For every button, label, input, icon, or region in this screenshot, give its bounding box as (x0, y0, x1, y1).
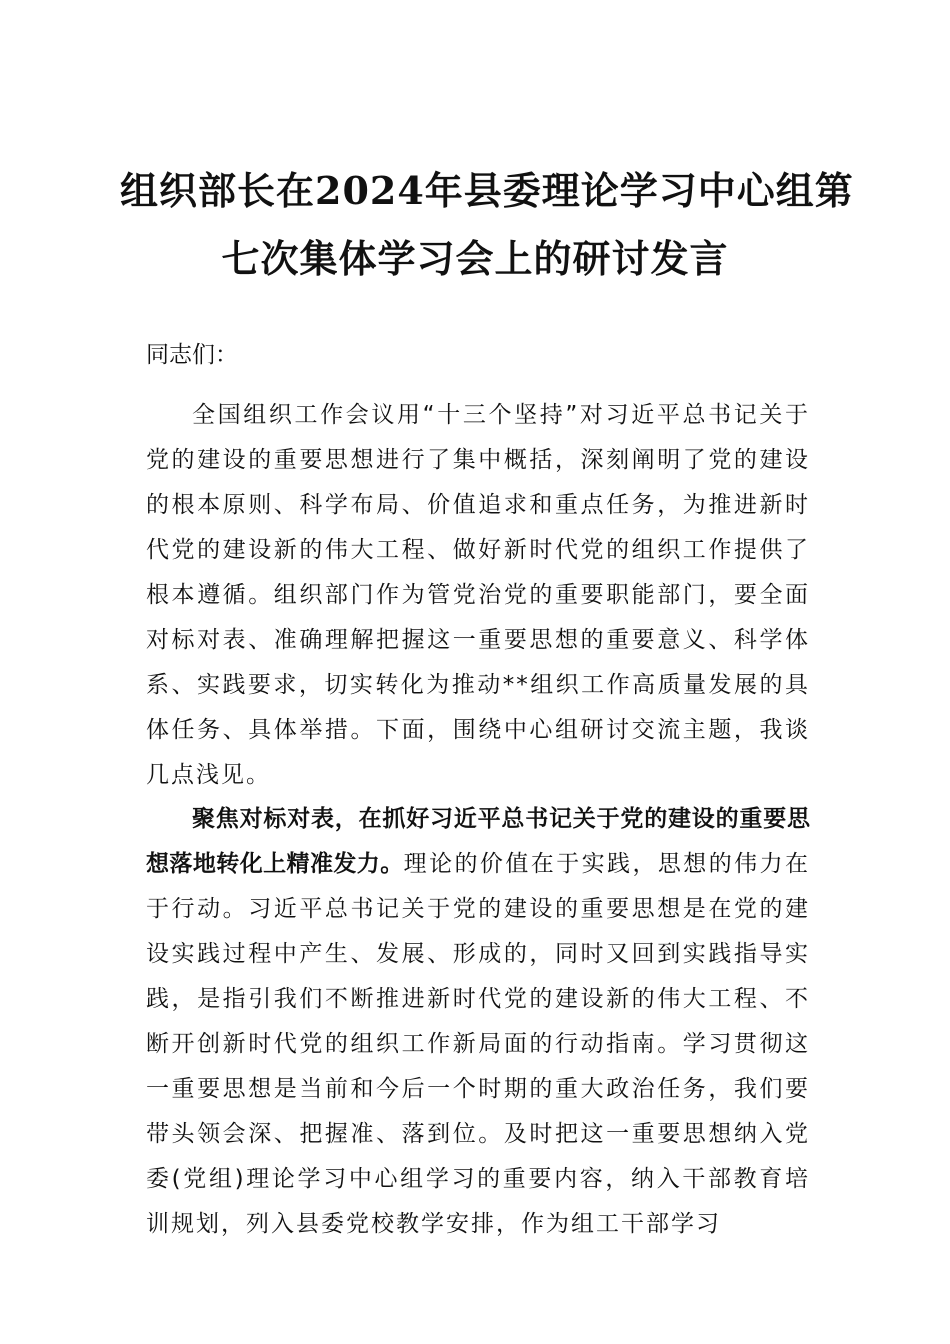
section-heading: 聚焦对标对表，在抓好习近平总书记关于党的建设的重要思想落地转化上精准发力。 (146, 806, 810, 877)
document-title-line-1: 组织部长在2024年县委理论学习中心组第 (120, 168, 854, 213)
paragraph-intro-text: 全国组织工作会议用“十三个坚持”对习近平总书记关于党的建设的重要思想进行了集中概括，深刻阐明了党的建设的根本原则、科学布局、价值追求和重点任务，为推进新时代党的建设新的伟大工程、做好新时代党的组织工作提供了根本遵循。组织部门作为管党治党的重要职能部门，要全面对标对表、准确理解把握这一重要思想的重要意义、科学体系、实践要求，切实转化为推动**组织工作高质量发展的具体任务、具体举措。下面，围绕中心组研讨交流主题，我谈几点浅见。 (146, 402, 810, 788)
section-body-text: 理论的价值在于实践，思想的伟力在于行动。习近平总书记关于党的建设的重要思想是在党的建设实践过程中产生、发展、形成的，同时又回到实践指导实践，是指引我们不断推进新时代党的建设新的伟大工程、不断开创新时代党的组织工作新局面的行动指南。学习贯彻这一重要思想是当前和今后一个时期的重大政治任务，我们要带头领会深、把握准、落到位。及时把这一重要思想纳入党委(党组)理论学习中心组学习的重要内容，纳入干部教育培训规划，列入县委党校教学安排，作为组工干部学习 (146, 851, 811, 1237)
paragraph-section-1 (146, 797, 810, 1247)
paragraph-intro (146, 393, 810, 798)
document-title-line-2: 七次集体学习会上的研讨发言 (221, 236, 729, 281)
greeting: 同志们： (146, 342, 238, 368)
